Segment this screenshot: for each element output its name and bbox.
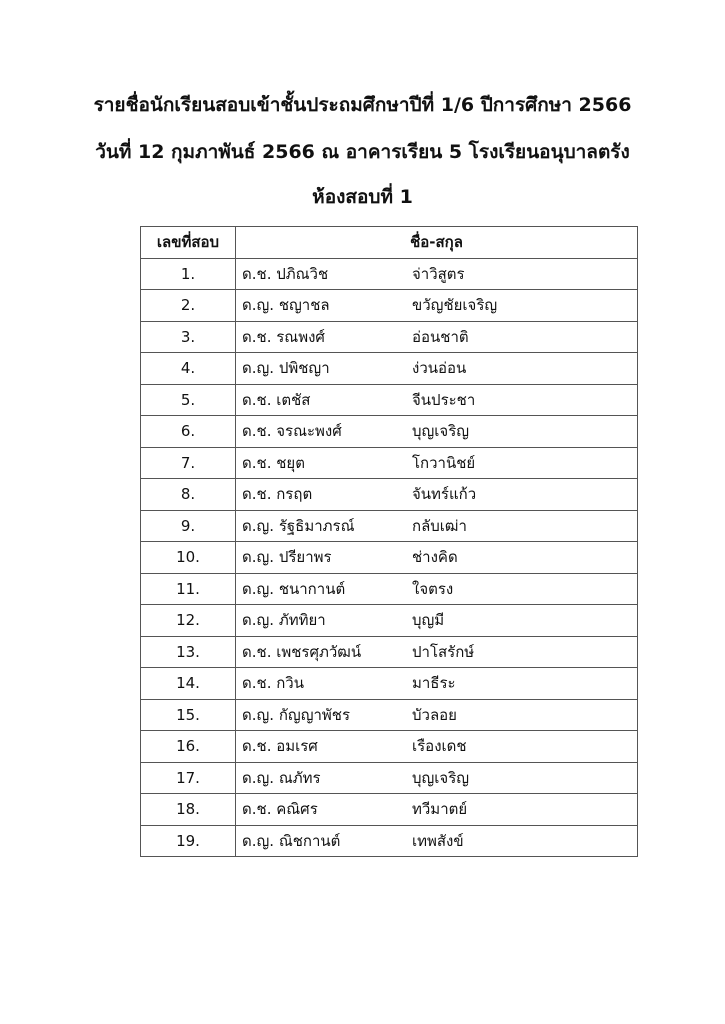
exam-number-cell: 2. — [141, 290, 236, 322]
table-row — [141, 542, 638, 574]
student-first-name: ด.ช. คณิศร — [242, 800, 318, 819]
student-first-name: ด.ช. ชยุต — [242, 453, 305, 472]
exam-number-cell: 10. — [141, 542, 236, 574]
exam-number-cell: 4. — [141, 353, 236, 385]
student-first-name: ด.ช. เตชัส — [242, 390, 311, 409]
student-name-cell — [236, 605, 638, 637]
exam-number-cell: 16. — [141, 731, 236, 763]
student-name-cell — [236, 353, 638, 385]
student-last-name: เรืองเดช — [412, 737, 467, 756]
exam-date-location: วันที่ 12 กุมภาพันธ์ 2566 ณ อาคารเรียน 5 โรงเรียนอนุบาลตรัง — [95, 141, 630, 163]
student-last-name: ใจตรง — [412, 579, 454, 598]
student-first-name: ด.ญ. กัญญาพัชร — [242, 705, 351, 724]
student-name-cell — [236, 762, 638, 794]
student-first-name: ด.ญ. รัฐธิมาภรณ์ — [242, 516, 355, 535]
exam-number-header: เลขที่สอบ — [141, 227, 236, 259]
student-name-cell — [236, 258, 638, 290]
exam-number-cell: 18. — [141, 794, 236, 826]
exam-number-cell: 15. — [141, 699, 236, 731]
table-row — [141, 510, 638, 542]
student-name-cell — [236, 290, 638, 322]
exam-number-cell: 17. — [141, 762, 236, 794]
exam-number-cell: 1. — [141, 258, 236, 290]
student-first-name: ด.ช. กวิน — [242, 674, 304, 693]
student-first-name: ด.ญ. ปพิชญา — [242, 359, 330, 378]
student-name-cell — [236, 416, 638, 448]
student-name-header: ชื่อ-สกุล — [236, 227, 638, 259]
exam-number-cell: 13. — [141, 636, 236, 668]
table-row — [141, 479, 638, 511]
student-first-name: ด.ช. จรณะพงศ์ — [242, 422, 342, 441]
exam-room: ห้องสอบที่ 1 — [312, 186, 413, 208]
student-last-name: ขวัญชัยเจริญ — [412, 296, 498, 315]
table-row — [141, 573, 638, 605]
student-name-cell — [236, 699, 638, 731]
student-last-name: ช่างคิด — [412, 548, 458, 567]
table-row — [141, 321, 638, 353]
exam-number-cell: 6. — [141, 416, 236, 448]
student-name-cell — [236, 573, 638, 605]
student-name-cell — [236, 636, 638, 668]
student-last-name: มาธีระ — [412, 674, 456, 693]
table-row — [141, 416, 638, 448]
table-row — [141, 668, 638, 700]
student-last-name: โกวานิชย์ — [412, 453, 476, 472]
student-last-name: เทพสังข์ — [412, 831, 464, 850]
student-last-name: อ่อนชาติ — [412, 327, 469, 346]
table-row — [141, 384, 638, 416]
student-name-cell — [236, 510, 638, 542]
exam-number-cell: 9. — [141, 510, 236, 542]
student-name-cell — [236, 384, 638, 416]
student-name-cell — [236, 731, 638, 763]
student-roster-table — [140, 226, 638, 857]
student-first-name: ด.ญ. ปรียาพร — [242, 548, 332, 567]
exam-number-cell: 19. — [141, 825, 236, 857]
exam-number-cell: 11. — [141, 573, 236, 605]
student-name-cell — [236, 794, 638, 826]
exam-number-cell: 7. — [141, 447, 236, 479]
exam-number-cell: 12. — [141, 605, 236, 637]
student-first-name: ด.ช. ปภิณวิช — [242, 264, 329, 283]
student-last-name: จีนประชา — [412, 390, 476, 409]
table-body — [141, 258, 638, 857]
table-header-row — [141, 227, 638, 259]
exam-number-cell: 5. — [141, 384, 236, 416]
table-row — [141, 699, 638, 731]
student-name-cell — [236, 825, 638, 857]
student-name-cell — [236, 479, 638, 511]
student-last-name: บุญมี — [412, 611, 445, 630]
exam-number-cell: 8. — [141, 479, 236, 511]
table-row — [141, 794, 638, 826]
table-row — [141, 258, 638, 290]
table-row — [141, 731, 638, 763]
exam-number-cell: 14. — [141, 668, 236, 700]
student-last-name: บุญเจริญ — [412, 422, 470, 441]
table-row — [141, 636, 638, 668]
exam-number-cell: 3. — [141, 321, 236, 353]
student-first-name: ด.ญ. ณิชกานต์ — [242, 831, 341, 850]
student-last-name: ทวีมาตย์ — [412, 800, 468, 819]
student-name-cell — [236, 321, 638, 353]
table-row — [141, 353, 638, 385]
student-first-name: ด.ช. เพชรศุภวัฒน์ — [242, 642, 362, 661]
student-last-name: กลับเฒ่า — [412, 516, 467, 535]
student-last-name: จันทร์แก้ว — [412, 485, 477, 504]
student-first-name: ด.ญ. ภัททิยา — [242, 611, 326, 630]
student-name-cell — [236, 542, 638, 574]
table-row — [141, 825, 638, 857]
table-row — [141, 447, 638, 479]
student-first-name: ด.ญ. ชนากานต์ — [242, 579, 346, 598]
student-first-name: ด.ช. รณพงศ์ — [242, 327, 325, 346]
student-first-name: ด.ช. กรฤต — [242, 485, 313, 504]
student-name-cell — [236, 668, 638, 700]
document-title: รายชื่อนักเรียนสอบเข้าชั้นประถมศึกษาปีที่ 1/6 ปีการศึกษา 2566 — [93, 94, 632, 116]
student-first-name: ด.ญ. ชญาชล — [242, 296, 330, 315]
table-row — [141, 605, 638, 637]
table-row — [141, 290, 638, 322]
student-last-name: ปาโสรักษ์ — [412, 642, 475, 661]
student-first-name: ด.ช. อมเรศ — [242, 737, 318, 756]
student-last-name: บัวลอย — [412, 705, 457, 724]
student-first-name: ด.ญ. ณภัทร — [242, 768, 321, 787]
student-last-name: บุญเจริญ — [412, 768, 470, 787]
student-last-name: ง่วนอ่อน — [412, 359, 467, 378]
student-last-name: จ่าวิสูตร — [412, 264, 465, 283]
student-name-cell — [236, 447, 638, 479]
table-row — [141, 762, 638, 794]
